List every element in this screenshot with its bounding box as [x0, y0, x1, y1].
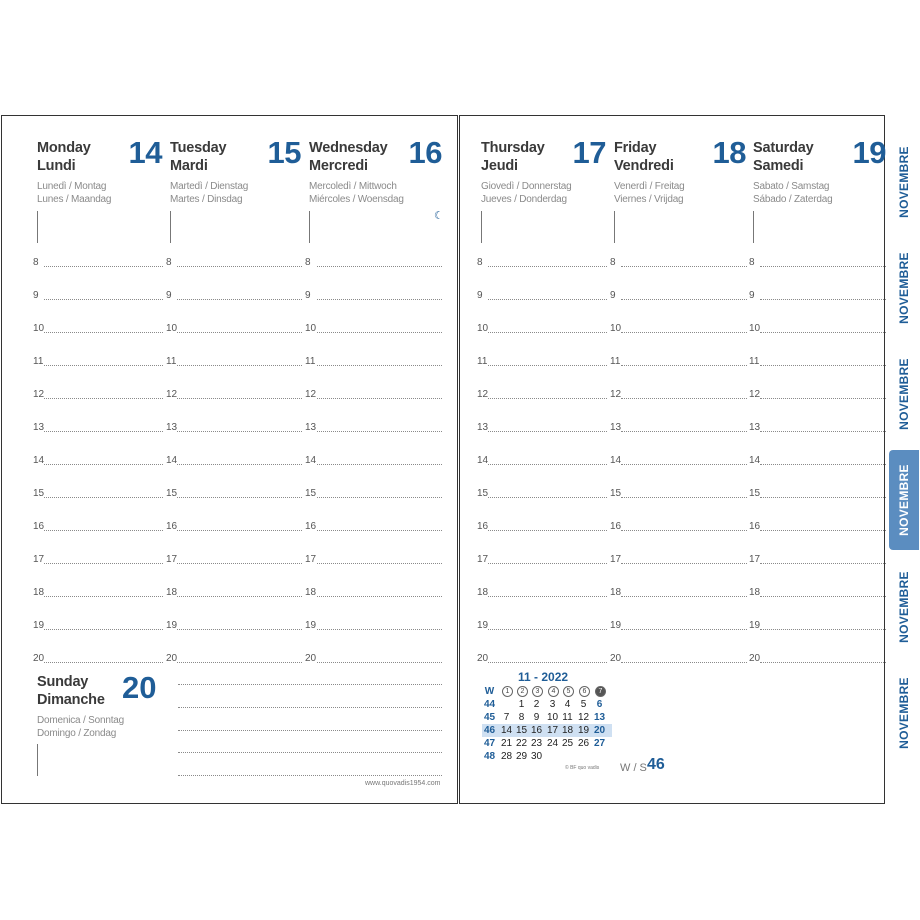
weekday-circle: 6 [579, 686, 590, 697]
hour-line [177, 497, 302, 498]
hour-line [317, 530, 442, 531]
month-tab-label: NOVEMBRE [897, 677, 911, 749]
hour-label: 20 [477, 653, 489, 664]
day-name-fr: Mardi [170, 158, 208, 174]
day-name-fr: Samedi [753, 158, 804, 174]
hour-line [621, 299, 747, 300]
hour-line [317, 629, 442, 630]
hour-line [44, 563, 163, 564]
hour-line [177, 464, 302, 465]
day-cell: 21 [500, 738, 513, 749]
hour-label: 20 [33, 653, 45, 664]
hour-label: 11 [749, 356, 760, 367]
day-name-en: Tuesday [170, 140, 227, 156]
month-tab-label: NOVEMBRE [897, 146, 911, 218]
sunday-en: Sunday [37, 674, 89, 690]
hour-line [317, 563, 442, 564]
hour-label: 14 [33, 455, 45, 466]
hour-label: 13 [166, 422, 178, 433]
hour-line [621, 563, 747, 564]
day-bar [37, 211, 38, 243]
day-translation-2: Lunes / Maandag [37, 194, 112, 205]
hour-label: 15 [749, 488, 761, 499]
hour-label: 20 [305, 653, 317, 664]
hour-label: 20 [166, 653, 178, 664]
hour-label: 10 [33, 323, 45, 334]
day-cell: 27 [593, 738, 606, 749]
hour-line [760, 332, 886, 333]
hour-line [760, 431, 886, 432]
hour-line [488, 497, 607, 498]
hour-line [760, 464, 886, 465]
mini-calendar-row [482, 698, 612, 711]
day-number: 18 [712, 135, 746, 170]
hour-label: 9 [305, 290, 311, 301]
hour-label: 8 [749, 257, 755, 268]
hour-label: 17 [166, 554, 178, 565]
hour-label: 18 [749, 587, 761, 598]
month-tab[interactable] [889, 238, 919, 338]
hour-label: 19 [305, 620, 317, 631]
hour-line [317, 332, 442, 333]
sunday-line2: Domingo / Zondag [37, 728, 117, 739]
hour-label: 20 [749, 653, 761, 664]
hour-label: 11 [166, 356, 177, 367]
hour-label: 16 [166, 521, 178, 532]
hour-line [760, 497, 886, 498]
hour-line [760, 596, 886, 597]
day-name-fr: Mercredi [309, 158, 368, 174]
day-cell: 4 [564, 699, 571, 710]
day-bar [170, 211, 171, 243]
hour-line [317, 497, 442, 498]
day-cell: 11 [562, 712, 573, 723]
hour-label: 16 [305, 521, 317, 532]
hour-label: 11 [33, 356, 44, 367]
day-cell: 29 [515, 751, 528, 762]
hour-label: 14 [610, 455, 622, 466]
hour-label: 19 [749, 620, 761, 631]
week-number-cell: 48 [483, 751, 496, 762]
hour-line [44, 662, 163, 663]
hour-label: 18 [33, 587, 45, 598]
hour-line [317, 365, 442, 366]
hour-label: 10 [166, 323, 178, 334]
hour-label: 14 [305, 455, 317, 466]
hour-label: 10 [610, 323, 622, 334]
hour-line [760, 398, 886, 399]
hour-label: 16 [610, 521, 622, 532]
month-tab[interactable] [889, 344, 919, 444]
day-translation-2: Viernes / Vrijdag [614, 194, 684, 205]
hour-line [177, 530, 302, 531]
hour-label: 11 [305, 356, 316, 367]
week-number: 46 [647, 756, 665, 773]
hour-line [488, 332, 607, 333]
hour-label: 15 [166, 488, 178, 499]
hour-line [488, 464, 607, 465]
hour-label: 12 [749, 389, 761, 400]
month-tab[interactable] [889, 450, 919, 550]
hour-line [488, 629, 607, 630]
hour-line [621, 332, 747, 333]
hour-label: 13 [305, 422, 317, 433]
week-label: W / S [620, 762, 647, 774]
day-cell: 28 [500, 751, 513, 762]
hour-label: 18 [610, 587, 622, 598]
day-cell: 6 [596, 699, 603, 710]
hour-label: 12 [33, 389, 45, 400]
day-bar [309, 211, 310, 243]
hour-label: 8 [610, 257, 616, 268]
hour-line [621, 629, 747, 630]
hour-label: 9 [477, 290, 483, 301]
hour-line [621, 530, 747, 531]
day-cell: 3 [549, 699, 556, 710]
hour-label: 15 [610, 488, 622, 499]
day-cell: 14 [500, 725, 513, 736]
hour-line [317, 662, 442, 663]
day-cell: 24 [546, 738, 559, 749]
hour-label: 14 [749, 455, 761, 466]
hour-line [44, 332, 163, 333]
hour-label: 8 [305, 257, 311, 268]
week-number-cell: 46 [483, 725, 496, 736]
hour-line [621, 431, 747, 432]
day-translation-1: Sabato / Samstag [753, 181, 830, 192]
day-translation-2: Miércoles / Woensdag [309, 194, 404, 205]
hour-line [621, 365, 747, 366]
hour-label: 17 [477, 554, 489, 565]
hour-line [760, 662, 886, 663]
hour-line [488, 596, 607, 597]
weekday-circle: 1 [502, 686, 513, 697]
day-cell: 23 [530, 738, 543, 749]
mini-calendar-header [482, 685, 612, 698]
day-cell: 2 [533, 699, 540, 710]
hour-line [177, 662, 302, 663]
hour-line [177, 629, 302, 630]
hour-line [317, 596, 442, 597]
day-cell: 5 [580, 699, 587, 710]
hour-label: 13 [477, 422, 489, 433]
day-name-fr: Lundi [37, 158, 76, 174]
weekday-circle: 4 [548, 686, 559, 697]
sunday-line [178, 730, 442, 731]
day-name-en: Thursday [481, 140, 545, 156]
day-cell: 15 [515, 725, 528, 736]
day-number: 16 [408, 135, 442, 170]
hour-label: 15 [33, 488, 45, 499]
hour-line [488, 530, 607, 531]
mini-calendar-row [482, 724, 612, 737]
hour-label: 14 [166, 455, 178, 466]
mini-calendar-row [482, 737, 612, 750]
day-name-en: Monday [37, 140, 91, 156]
mini-calendar-title: 11 - 2022 [518, 670, 569, 684]
hour-label: 10 [477, 323, 489, 334]
day-translation-1: Giovedì / Donnerstag [481, 181, 572, 192]
day-translation-1: Mercoledì / Mittwoch [309, 181, 397, 192]
day-cell: 25 [561, 738, 574, 749]
hour-line [177, 332, 302, 333]
day-cell: 20 [593, 725, 606, 736]
sunday-line [178, 707, 442, 708]
sunday-line1: Domenica / Sonntag [37, 715, 125, 726]
day-cell: 19 [577, 725, 590, 736]
day-cell: 10 [546, 712, 559, 723]
day-cell: 1 [518, 699, 525, 710]
hour-label: 17 [33, 554, 45, 565]
day-translation-1: Martedì / Dienstag [170, 181, 249, 192]
day-cell: 17 [546, 725, 559, 736]
hour-line [488, 662, 607, 663]
hour-line [44, 464, 163, 465]
hour-label: 20 [610, 653, 622, 664]
day-name-fr: Vendredi [614, 158, 674, 174]
day-cell: 7 [503, 712, 510, 723]
sunday-line [178, 775, 442, 776]
hour-line [44, 266, 163, 267]
day-cell: 26 [577, 738, 590, 749]
hour-line [488, 266, 607, 267]
sunday-number: 20 [122, 670, 157, 705]
week-header: W [484, 686, 495, 697]
hour-label: 9 [166, 290, 172, 301]
hour-line [177, 563, 302, 564]
day-bar [481, 211, 482, 243]
hour-line [760, 563, 886, 564]
weekday-circle: 7 [595, 686, 606, 697]
day-translation-1: Lunedì / Montag [37, 181, 107, 192]
hour-label: 12 [166, 389, 178, 400]
day-number: 15 [267, 135, 301, 170]
day-name-en: Wednesday [309, 140, 388, 156]
moon-crescent-icon: ☾ [434, 210, 444, 222]
day-number: 17 [572, 135, 606, 170]
hour-label: 14 [477, 455, 489, 466]
hour-line [621, 464, 747, 465]
mini-calendar-row [482, 750, 612, 763]
hour-line [177, 365, 302, 366]
hour-line [44, 596, 163, 597]
hour-line [621, 398, 747, 399]
hour-line [44, 299, 163, 300]
weekday-circle: 3 [532, 686, 543, 697]
hour-line [760, 530, 886, 531]
hour-label: 18 [477, 587, 489, 598]
hour-line [621, 266, 747, 267]
hour-line [317, 299, 442, 300]
hour-label: 15 [477, 488, 489, 499]
hour-line [317, 398, 442, 399]
day-cell: 8 [518, 712, 525, 723]
hour-label: 19 [477, 620, 489, 631]
hour-label: 11 [477, 356, 488, 367]
weekday-circle: 5 [563, 686, 574, 697]
day-cell: 12 [577, 712, 590, 723]
hour-label: 12 [610, 389, 622, 400]
month-tab[interactable] [889, 557, 919, 657]
hour-line [488, 299, 607, 300]
hour-line [177, 596, 302, 597]
hour-label: 13 [749, 422, 761, 433]
day-cell: 18 [561, 725, 574, 736]
week-number-cell: 47 [483, 738, 496, 749]
hour-label: 19 [166, 620, 178, 631]
day-bar [614, 211, 615, 243]
hour-label: 17 [749, 554, 761, 565]
day-name-en: Friday [614, 140, 657, 156]
hour-line [44, 431, 163, 432]
hour-label: 13 [610, 422, 622, 433]
hour-line [760, 365, 886, 366]
hour-line [621, 497, 747, 498]
month-tab[interactable] [889, 663, 919, 763]
weekday-circle: 2 [517, 686, 528, 697]
hour-line [317, 464, 442, 465]
hour-label: 19 [33, 620, 45, 631]
hour-label: 9 [33, 290, 39, 301]
day-number: 14 [128, 135, 162, 170]
day-cell: 16 [530, 725, 543, 736]
hour-line [760, 629, 886, 630]
week-number-cell: 44 [483, 699, 496, 710]
day-name-en: Saturday [753, 140, 814, 156]
hour-line [760, 266, 886, 267]
hour-line [44, 629, 163, 630]
hour-label: 16 [33, 521, 45, 532]
hour-label: 9 [749, 290, 755, 301]
hour-line [177, 299, 302, 300]
hour-line [177, 398, 302, 399]
hour-label: 18 [305, 587, 317, 598]
mini-calendar-row [482, 711, 612, 724]
hour-line [488, 563, 607, 564]
month-tab-label: NOVEMBRE [897, 571, 911, 643]
day-translation-1: Venerdì / Freitag [614, 181, 685, 192]
hour-label: 12 [305, 389, 317, 400]
day-bar [753, 211, 754, 243]
hour-label: 8 [477, 257, 483, 268]
hour-line [621, 596, 747, 597]
hour-line [317, 431, 442, 432]
hour-label: 19 [610, 620, 622, 631]
sunday-line [178, 752, 442, 753]
hour-label: 12 [477, 389, 489, 400]
hour-label: 18 [166, 587, 178, 598]
hour-line [488, 398, 607, 399]
week-number-cell: 45 [483, 712, 496, 723]
sunday-bar [37, 744, 38, 776]
hour-label: 15 [305, 488, 317, 499]
hour-line [44, 365, 163, 366]
hour-label: 16 [477, 521, 489, 532]
hour-label: 16 [749, 521, 761, 532]
hour-line [621, 662, 747, 663]
hour-line [44, 530, 163, 531]
day-cell: 9 [533, 712, 540, 723]
hour-label: 10 [749, 323, 761, 334]
hour-label: 11 [610, 356, 621, 367]
website-url: www.quovadis1954.com [365, 780, 441, 787]
hour-label: 8 [33, 257, 39, 268]
hour-line [317, 266, 442, 267]
hour-label: 17 [610, 554, 622, 565]
day-cell: 30 [530, 751, 543, 762]
hour-label: 10 [305, 323, 317, 334]
hour-line [44, 497, 163, 498]
month-tab-label: NOVEMBRE [897, 252, 911, 324]
month-tab-label: NOVEMBRE [897, 464, 911, 536]
hour-line [488, 365, 607, 366]
hour-label: 8 [166, 257, 172, 268]
month-tab-label: NOVEMBRE [897, 358, 911, 430]
day-translation-2: Sábado / Zaterdag [753, 194, 833, 205]
sunday-fr: Dimanche [37, 692, 105, 708]
hour-label: 17 [305, 554, 317, 565]
hour-label: 9 [610, 290, 616, 301]
hour-line [488, 431, 607, 432]
brand-label: © BF quo vadis [565, 765, 600, 771]
hour-line [177, 431, 302, 432]
day-translation-2: Jueves / Donderdag [481, 194, 567, 205]
day-cell: 13 [593, 712, 606, 723]
day-number: 19 [852, 135, 886, 170]
day-translation-2: Martes / Dinsdag [170, 194, 243, 205]
hour-line [760, 299, 886, 300]
day-cell: 22 [515, 738, 528, 749]
month-tab[interactable] [889, 132, 919, 232]
hour-line [44, 398, 163, 399]
sunday-line [178, 684, 442, 685]
day-name-fr: Jeudi [481, 158, 518, 174]
hour-line [177, 266, 302, 267]
hour-label: 13 [33, 422, 45, 433]
